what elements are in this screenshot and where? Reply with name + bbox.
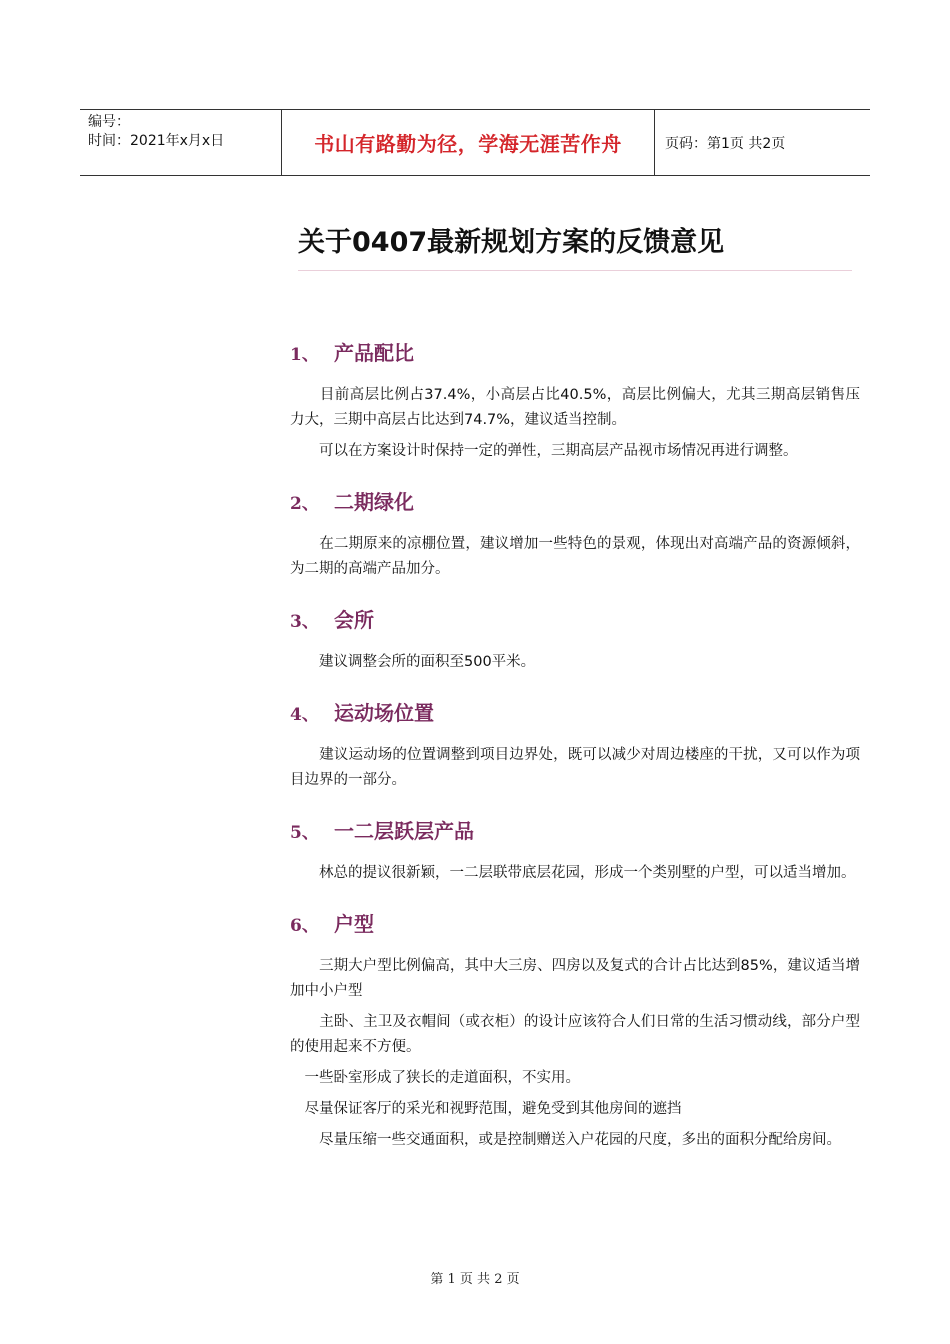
document-body: [290, 337, 860, 1175]
title-divider: [298, 270, 852, 271]
header-page-info: 页码：第1页 共2页: [665, 135, 786, 152]
section-paragraph: 在二期原来的凉棚位置，建议增加一些特色的景观，体现出对高端产品的资源倾斜，为二期的高端产品加分。: [290, 536, 860, 577]
section-number: 1、: [290, 345, 319, 365]
section-paragraph: 三期大户型比例偏高，其中大三房、四房以及复式的合计占比达到85%，建议适当增加中小户型: [290, 958, 860, 999]
page-footer: 第 1 页 共 2 页: [430, 1272, 520, 1287]
section: [290, 604, 860, 675]
section-title: 户型: [334, 912, 374, 936]
section: [290, 815, 860, 886]
section-paragraph: 一些卧室形成了狭长的走道面积，不实用。: [290, 1070, 580, 1086]
section: [290, 697, 860, 793]
section-paragraph: 林总的提议很新颖，一二层联带底层花园，形成一个类别墅的户型，可以适当增加。: [290, 865, 856, 881]
section-number: 6、: [290, 916, 319, 936]
section: [290, 337, 860, 464]
number-label: 编号：: [88, 114, 130, 130]
section-number: 5、: [290, 823, 319, 843]
section-number: 2、: [290, 494, 319, 514]
section-heading: [290, 337, 860, 377]
section: [290, 486, 860, 582]
document-title: 关于0407最新规划方案的反馈意见: [298, 227, 725, 258]
section-paragraph: 主卧、主卫及衣帽间（或衣柜）的设计应该符合人们日常的生活习惯动线，部分户型的使用起来不方便。: [290, 1014, 860, 1055]
section-heading: [290, 486, 860, 526]
section-paragraph: 可以在方案设计时保持一定的弹性，三期高层产品视市场情况再进行调整。: [290, 443, 798, 459]
section-number: 4、: [290, 705, 319, 725]
section-heading: [290, 697, 860, 737]
section-paragraph: 建议调整会所的面积至500平米。: [290, 654, 536, 670]
section-paragraph: 尽量保证客厅的采光和视野范围，避免受到其他房间的遮挡: [290, 1101, 682, 1117]
section-number: 3、: [290, 612, 319, 632]
section-paragraph: 建议运动场的位置调整到项目边界处，既可以减少对周边楼座的干扰，又可以作为项目边界的一部分。: [290, 747, 860, 788]
header-meta: [80, 110, 281, 175]
section-title: 产品配比: [334, 341, 414, 365]
header-motto: 书山有路勤为径，学海无涯苦作舟: [281, 110, 655, 175]
section-paragraph: 尽量压缩一些交通面积，或是控制赠送入户花园的尺度，多出的面积分配给房间。: [290, 1132, 841, 1148]
section-paragraph: 目前高层比例占37.4%，小高层占比40.5%，高层比例偏大，尤其三期高层销售压力大，三期中高层占比达到74.7%，建议适当控制。: [290, 387, 860, 428]
section: [290, 908, 860, 1153]
document-header: [80, 109, 870, 176]
section-title: 一二层跃层产品: [334, 819, 474, 843]
section-heading: [290, 815, 860, 855]
section-title: 运动场位置: [334, 701, 434, 725]
section-title: 会所: [334, 608, 374, 632]
section-title: 二期绿化: [334, 490, 414, 514]
section-heading: [290, 604, 860, 644]
time-label: 时间：2021年x月x日: [88, 133, 225, 149]
section-heading: [290, 908, 860, 948]
